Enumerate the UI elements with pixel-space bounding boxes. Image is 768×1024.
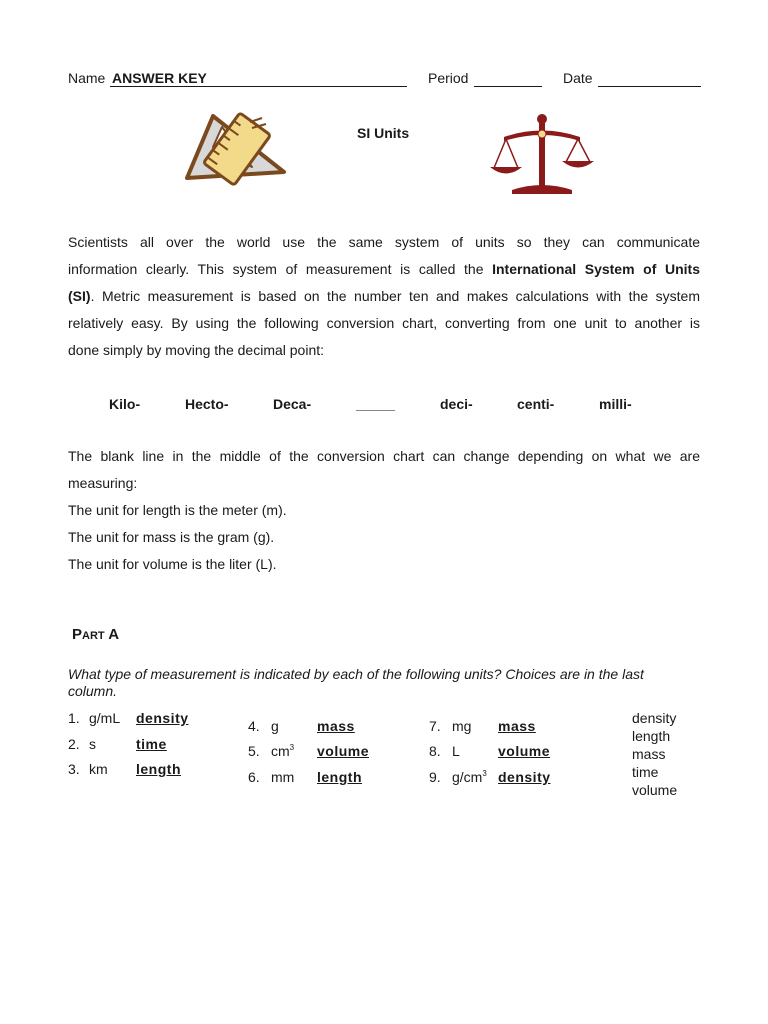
part-a-question: [68, 666, 708, 700]
choice-length: length: [632, 728, 671, 744]
item-6-unit: mm: [271, 769, 295, 785]
question-line-2: column.: [68, 683, 118, 699]
balance-scale-icon: [488, 110, 596, 196]
item-6-number: 6.: [248, 769, 260, 785]
name-value: ANSWER KEY: [112, 70, 207, 86]
explanation-paragraph: [68, 443, 700, 578]
ruler-triangle-icon: [182, 112, 288, 190]
item-3-answer: length: [136, 761, 181, 777]
item-9-unit-base: g/cm: [452, 769, 483, 785]
item-7-number: 7.: [429, 718, 441, 734]
item-2-unit: s: [89, 736, 96, 752]
item-3-unit: km: [89, 761, 108, 777]
part-a-heading: Part A: [72, 626, 120, 643]
period-label: Period: [428, 70, 469, 86]
date-label: Date: [563, 70, 593, 86]
intro-line-4: relatively easy. By using the following conversion chart, converting from one unit to another is: [68, 315, 700, 331]
question-line-1: What type of measurement is indicated by each of the following units? Choices are in the last: [68, 666, 644, 682]
date-underline: [598, 86, 701, 87]
name-underline: [110, 86, 407, 87]
intro-paragraph: [68, 229, 700, 364]
prefix-centi: centi-: [517, 396, 555, 412]
item-1-answer: density: [136, 710, 189, 726]
item-5-answer: volume: [317, 743, 370, 759]
item-7-unit: mg: [452, 718, 472, 734]
item-7-answer: mass: [498, 718, 536, 734]
explanation-line-2: measuring:: [68, 475, 138, 491]
name-label: Name: [68, 70, 106, 86]
prefix-deca: Deca-: [273, 396, 312, 412]
item-9-answer: density: [498, 769, 551, 785]
choice-volume: volume: [632, 782, 678, 798]
prefix-kilo: Kilo-: [109, 396, 141, 412]
term-si-name: International System of Units: [492, 261, 700, 277]
item-9-number: 9.: [429, 769, 441, 785]
item-6-answer: length: [317, 769, 362, 785]
item-2-number: 2.: [68, 736, 80, 752]
intro-line-2: [68, 256, 700, 283]
unit-mass-line: The unit for mass is the gram (g).: [68, 529, 275, 545]
intro-line-2-text: information clearly. This system of measurement is called the: [68, 261, 493, 277]
item-5-unit: [271, 743, 294, 759]
intro-line-1: Scientists all over the world use the same system of units so they can communicate: [68, 234, 700, 250]
item-1-unit: g/mL: [89, 710, 121, 726]
term-si-abbrev: (SI): [68, 288, 91, 304]
intro-line-3: [68, 283, 700, 310]
item-5-unit-exponent: 3: [289, 743, 295, 752]
period-underline: [474, 86, 542, 87]
item-2-answer: time: [136, 736, 167, 752]
prefix-deci: deci-: [440, 396, 473, 412]
unit-volume-line: The unit for volume is the liter (L).: [68, 556, 277, 572]
page-title: SI Units: [357, 125, 410, 141]
choice-density: density: [632, 710, 677, 726]
unit-length-line: The unit for length is the meter (m).: [68, 502, 287, 518]
item-9-unit: [452, 769, 487, 785]
item-5-number: 5.: [248, 743, 260, 759]
prefix-hecto: Hecto-: [185, 396, 229, 412]
item-1-number: 1.: [68, 710, 80, 726]
prefix-milli: milli-: [599, 396, 632, 412]
item-5-unit-base: cm: [271, 743, 290, 759]
item-4-answer: mass: [317, 718, 355, 734]
item-3-number: 3.: [68, 761, 80, 777]
item-9-unit-exponent: 3: [482, 769, 487, 778]
item-8-unit: L: [452, 743, 460, 759]
item-8-answer: volume: [498, 743, 551, 759]
item-4-number: 4.: [248, 718, 260, 734]
choice-mass: mass: [632, 746, 666, 762]
intro-line-3-text: . Metric measurement is based on the number ten and makes calculations with the system: [90, 288, 700, 304]
prefix-blank: _____: [356, 396, 395, 412]
item-4-unit: g: [271, 718, 279, 734]
item-8-number: 8.: [429, 743, 441, 759]
explanation-line-1: The blank line in the middle of the conversion chart can change depending on what we are: [68, 448, 700, 464]
intro-line-5: done simply by moving the decimal point:: [68, 342, 325, 358]
choice-time: time: [632, 764, 659, 780]
